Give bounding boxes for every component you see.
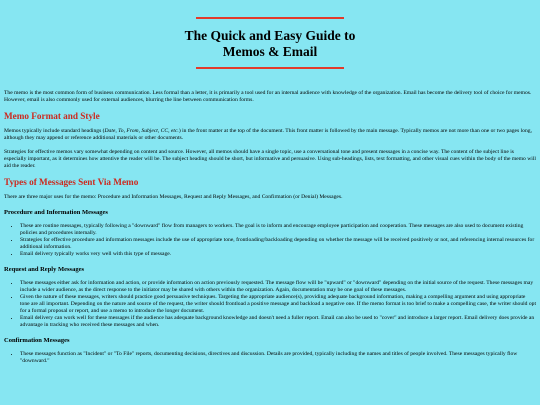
- list-item: • These are routine messages, typically following a "downward" flow from managers to workers. The goal is to inform and encourage employee participation and cooperation. These messages are also used to document existing policies and procedures internally.: [20, 223, 536, 237]
- list-item: • These messages function as "Incident" or "To File" reports, documenting decisions, directives and discussion. Details are provided, typically including the names and titles of people involved. These messages typically flow "downward.": [20, 351, 536, 365]
- request-reply-list: [4, 280, 536, 329]
- list-item: • Strategies for effective procedure and information messages include the use of appropriate tone, frontloading/backloading depending on whether the message will be received positively or not, and referencing internal resources for additional information.: [20, 237, 536, 251]
- bottom-divider: [196, 67, 344, 69]
- section-heading-message-types: Types of Messages Sent Via Memo: [4, 177, 139, 187]
- list-item: • Given the nature of these messages, writers should practice good persuasive techniques. Targeting the appropriate audience(s), providing adequate background information, making a compelling argument and using appropriate tone are all important. Depending on the nature and source of the request, the writer should frontload a positive message and backload a negative one. If the memo format is too brief to make a compelling case, the writer should opt for a formal proposal or report, and use a memo to introduce the longer document.: [20, 294, 536, 315]
- procedure-information-list: [4, 223, 536, 258]
- subheading-procedure-information: Procedure and Information Messages: [4, 209, 108, 216]
- title-line-1: The Quick and Easy Guide to: [184, 28, 356, 43]
- message-types-intro: There are three major uses for the memo: Procedure and Information Messages, Request and Reply Messages, and Confirmation (or Denial) Messages.: [4, 194, 343, 200]
- memo-format-text-b: ) in the front matter at the top of the document. This front matter is followed by the main message. Typically memos are not more than one or two pages long, although they may append or reference additional materials or other documents.: [4, 128, 532, 141]
- page-title: [0, 28, 540, 60]
- title-line-2: Memos & Email: [222, 44, 318, 59]
- subheading-request-reply: Request and Reply Messages: [4, 266, 84, 273]
- confirmation-list: [4, 351, 536, 365]
- document-body: [4, 90, 536, 371]
- subheading-confirmation: Confirmation Messages: [4, 337, 70, 344]
- intro-paragraph: The memo is the most common form of business communication. Less formal than a letter, it is primarily a tool used for an internal audience with knowledge of the organization. Email has become the delivery tool of choice for memos. However, email is also commonly used for external audiences, blurring the line between communication forms.: [4, 90, 532, 103]
- memo-headings-list: Date, To, From, Subject, CC, etc.: [104, 128, 179, 134]
- section-heading-memo-format: Memo Format and Style: [4, 111, 100, 121]
- memo-format-paragraph-1: [4, 128, 536, 142]
- memo-format-text-a: Memos typically include standard headings (: [4, 128, 105, 134]
- list-item: • These messages either ask for information and action, or provide information on action previously requested. The message flow will be "upward" or "downward" depending on the initial source of the request. These messages may include a wider audience, as the direct response to the initiator may be shared with others within the organization. Again, documentation may be one goal of these messages.: [20, 280, 536, 294]
- list-item: • Email delivery can work well for these messages if the audience has adequate background knowledge and doesn't need a fuller report. Email can also be used to "cover" and introduce a larger report. Email delivery does provide an advantage in tracking who received these messages and when.: [20, 315, 536, 329]
- top-divider: [196, 17, 344, 19]
- list-item: • Email delivery typically works very well with this type of message.: [20, 251, 536, 258]
- memo-format-paragraph-2: Strategies for effective memos vary somewhat depending on content and source. However, all memos should have a single topic, use a conversational tone and present messages in a concise way. The content of the subject line is especially important, as it determines how attentive the reader will be. The subject heading should be short, but informative and persuasive. Using sub-headings, lists, text formatting, and other visual cues within the body of the memo will aid the reader.: [4, 149, 536, 169]
